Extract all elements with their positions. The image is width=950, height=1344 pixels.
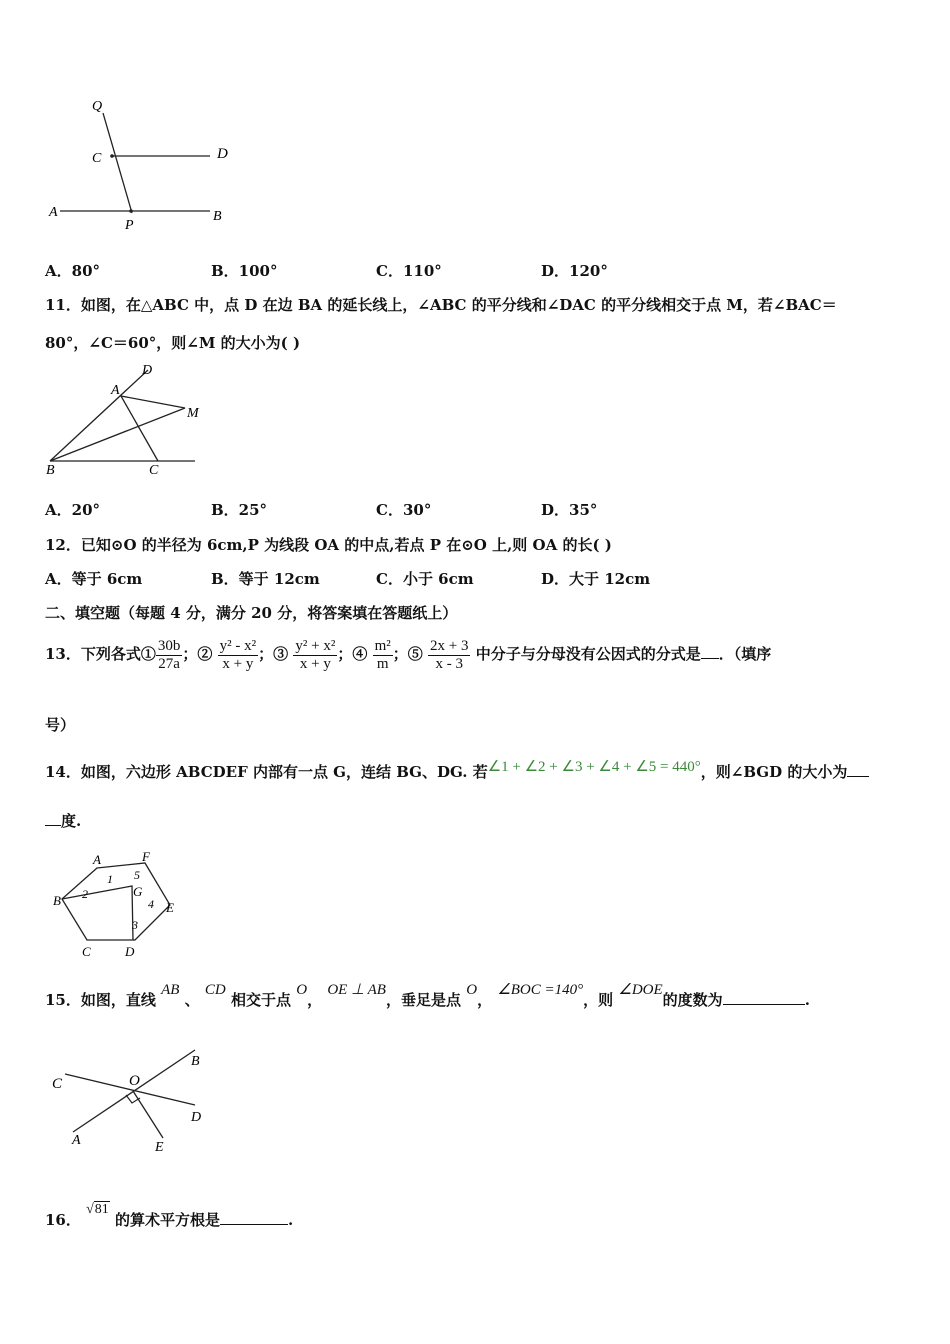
q14-answer-blank-b[interactable] [45, 811, 61, 826]
q13-line1 [45, 636, 771, 673]
q14-formula: ∠1 + ∠2 + ∠3 + ∠4 + ∠5 = 440° [487, 759, 701, 775]
q12-option-d[interactable]: D．大于 12cm [541, 570, 651, 588]
label-1: 1 [107, 872, 113, 886]
q15-doe: ∠DOE [618, 982, 663, 998]
q15-answer-blank[interactable] [723, 990, 805, 1005]
q12-option-a[interactable]: A．等于 6cm [45, 570, 143, 588]
q13-suffix: 中分子与分母没有公因式的分式是 [475, 645, 701, 663]
q15-cd: CD [204, 982, 226, 998]
frac5-num: 2x + 3 [430, 637, 469, 654]
q13-fraction-5 [428, 638, 470, 673]
q15-sep: 、 [184, 991, 200, 1009]
q10-option-d[interactable]: D．120° [541, 262, 608, 280]
label-c: C [92, 151, 102, 166]
q13-fraction-2 [218, 638, 259, 673]
line-qp [103, 113, 132, 213]
label-2: 2 [82, 887, 88, 901]
label-c: C [52, 1076, 63, 1092]
label-m: M [187, 406, 199, 421]
label-a: A [111, 383, 120, 398]
label-f: F [142, 850, 150, 864]
frac4-num: m² [374, 637, 391, 654]
q13-sep4: ；④ [337, 645, 368, 663]
label-d: D [142, 363, 153, 378]
label-b: B [46, 463, 55, 478]
q16-answer-blank[interactable] [220, 1210, 288, 1225]
q13-fraction-4 [373, 638, 393, 673]
q10-option-c[interactable]: C．110° [376, 262, 442, 280]
q10-option-b[interactable]: B．100° [211, 262, 278, 280]
q14-unit: 度. [61, 812, 82, 830]
q16-line [45, 1202, 294, 1231]
q10-figure [45, 95, 245, 240]
q15-line [45, 982, 810, 1010]
frac5-den: x - 3 [435, 655, 463, 672]
q15-o1: O [296, 982, 308, 998]
q16-text: 的算术平方根是 [115, 1211, 221, 1229]
frac4-den: m [376, 655, 389, 672]
label-q: Q [92, 99, 103, 114]
label-3: 3 [132, 918, 138, 932]
frac1-num: 30b [157, 637, 181, 654]
q16-prefix: 16． [45, 1211, 81, 1229]
q15-ab: AB [161, 982, 180, 998]
frac3-num: y² + x² [295, 637, 336, 654]
frac2-num: y² - x² [219, 637, 257, 654]
q15-angle: ∠BOC =140° [497, 982, 584, 998]
q15-t4: ， [477, 991, 493, 1009]
label-5: 5 [134, 868, 140, 882]
label-e: E [155, 1140, 164, 1155]
q15-prefix: 15．如图，直线 [45, 991, 156, 1009]
q13-fraction-1 [156, 638, 183, 673]
q15-t1: 相交于点 [231, 991, 292, 1009]
label-d: D [191, 1110, 202, 1125]
q14-answer-blank-a[interactable] [847, 762, 869, 777]
section-title: 二、填空题（每题 4 分，满分 20 分，将答案填在答题纸上） [45, 604, 458, 622]
label-d: D [217, 146, 228, 162]
q11-option-c[interactable]: C．30° [376, 501, 432, 519]
q12-option-b[interactable]: B．等于 12cm [211, 570, 320, 588]
q14-suffix: ，则∠BGD 的大小为 [700, 763, 848, 781]
q16-radicand: 81 [94, 1202, 109, 1217]
q16-end: . [288, 1211, 294, 1229]
q15-o2: O [466, 982, 478, 998]
q15-t6: 的度数为 [662, 991, 723, 1009]
q12-text: 12．已知⊙O 的半径为 6cm,P 为线段 OA 的中点,若点 P 在⊙O 上,则 OA 的长( ) [45, 536, 612, 554]
q15-figure [45, 1040, 225, 1160]
q15-perp: OE ⊥ AB [327, 982, 386, 998]
label-a: A [93, 852, 101, 867]
q11-figure [45, 363, 210, 478]
frac1-den: 27a [158, 655, 180, 672]
label-b: B [213, 209, 222, 224]
q13-answer-blank[interactable] [701, 644, 719, 659]
q11-option-a[interactable]: A．20° [45, 501, 101, 519]
q13-fraction-3 [293, 638, 337, 673]
q15-end: . [804, 991, 810, 1009]
label-c: C [149, 463, 159, 478]
q11-text-line2: 80°，∠C＝60°，则∠M 的大小为( ) [45, 334, 301, 352]
q15-t3: ，垂足是点 [385, 991, 461, 1009]
q11-option-d[interactable]: D．35° [541, 501, 598, 519]
q13-after-blank: ．（填序 [718, 645, 772, 663]
q14-figure [52, 850, 192, 962]
q15-t2: ， [307, 991, 323, 1009]
frac2-den: x + y [222, 655, 254, 672]
label-g: G [133, 884, 143, 899]
q10-option-a[interactable]: A．80° [45, 262, 101, 280]
label-4: 4 [148, 897, 154, 911]
label-b: B [53, 893, 61, 908]
q16-sqrt: √81 [86, 1202, 109, 1217]
q11-text-line1: 11．如图，在△ABC 中，点 D 在边 BA 的延长线上，∠ABC 的平分线和∠DAC 的平分线相交于点 M，若∠BAC＝ [45, 296, 837, 314]
label-d: D [125, 944, 135, 959]
q13-prefix: 13．下列各式① [45, 645, 156, 663]
label-o: O [129, 1073, 140, 1089]
label-e: E [166, 900, 174, 915]
q13-line2: 号） [45, 716, 76, 734]
q12-option-c[interactable]: C．小于 6cm [376, 570, 474, 588]
q11-option-b[interactable]: B．25° [211, 501, 268, 519]
q14-line2 [45, 811, 81, 830]
label-b: B [191, 1054, 200, 1069]
q13-sep5: ；⑤ [392, 645, 423, 663]
q15-t5: ，则 [583, 991, 614, 1009]
label-p: P [125, 218, 134, 233]
label-a: A [72, 1133, 81, 1148]
q13-sep2: ；② [182, 645, 213, 663]
q13-sep3: ；③ [258, 645, 289, 663]
label-c: C [82, 944, 91, 959]
q14-line1 [45, 759, 869, 782]
q14-prefix: 14．如图，六边形 ABCDEF 内部有一点 G，连结 BG、DG. 若 [45, 763, 488, 781]
frac3-den: x + y [299, 655, 331, 672]
label-a: A [49, 205, 58, 220]
